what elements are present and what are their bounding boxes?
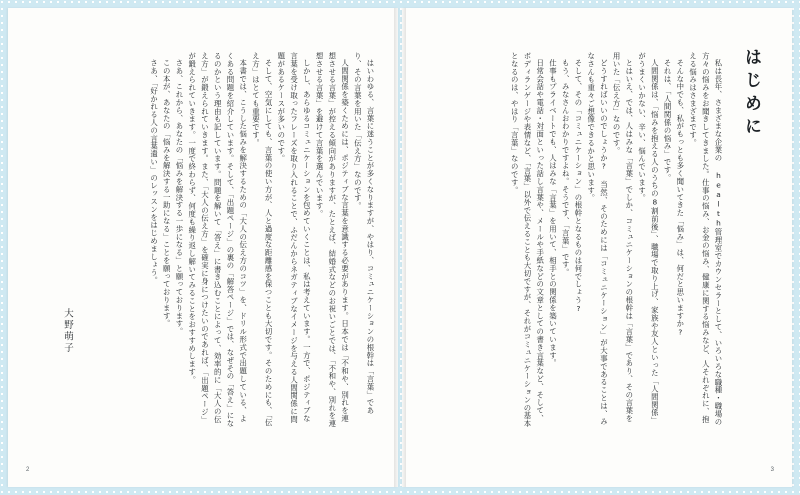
paragraph: そして、空気にしても、言葉の使い方が、人と過度な距離感を保つことも大切です。そのためにも、「伝え方」はとても重要です。 bbox=[251, 52, 274, 427]
paragraph: 仕事もプライベートでも、人はみな「言葉」を用いて、相手との関係を築いています。 bbox=[548, 59, 558, 368]
paragraph: そんな中でも、私がもっとも多く聞いてきた「悩み」は、何だと思いますか? bbox=[675, 59, 685, 338]
paragraph: しかし、あらゆるコミュニケーションを包めていくことは、私は考えています。一方で、ポジティブな言葉を受け取ったフレーズを取り入れることで、ふだんからネガティブなイメージを与える人間関係に問題があるケースが多いのです。 bbox=[276, 52, 312, 424]
paragraph: それは、「人間関係の悩み」です。 bbox=[663, 59, 673, 183]
paragraph: 本書では、こうした悩みを解決するための「大人の伝え方のコツ」を、ドリル形式で出題している、よくある問題を紹介しています。そして、「出題ページ」の裏の「解答ページ」では、なぜその「答え」になるのかという理由も記しています。問題を解いて「答え」に書き込むことによって、効率的に「大人の伝え方」が鍛えられていきます。また、「大人の伝え方」を確実に身につけたいのであれば、「出題ページ」が鍛えられていきます。一度で終わらず、何度も繰り返し解いてみることをおすすめします。 bbox=[187, 52, 248, 428]
paragraph: そして、その「コミュニケーション」の根幹となるものは何でしょう? bbox=[573, 59, 583, 314]
paragraph: さあ、これから、あなたの「悩みを解決する一歩になる」と願っております。 bbox=[174, 59, 184, 336]
page-title: はじめに bbox=[741, 48, 761, 140]
author-signature: 大野萌子 bbox=[62, 308, 73, 354]
left-page-body bbox=[46, 52, 376, 430]
page-number-right: 3 bbox=[770, 467, 774, 473]
right-page-body bbox=[434, 52, 724, 430]
paragraph: 人間関係は、「悩みを抱える人のうちの8割前後」、職場で取り上げ、家族や友人といった「人間関係」がうまくいかない、辛い、悩んでいます。 bbox=[637, 52, 660, 425]
left-page bbox=[8, 8, 398, 487]
paragraph: もう、みなさんおわかりですよね。そうです、「言葉」です。 bbox=[561, 59, 571, 277]
paragraph: この本が、あなたの「悩みを解決する一助になる」ことを願っております。 bbox=[162, 59, 172, 328]
paragraph: 日常会話や電話・対面といった話し言葉や、メールや手紙などの文章としての書き言葉など、そして、ボディランゲージや表情など、「言葉」以外で伝えることも大切ですが、それがコミュニケーションの基本となるのは、やはり「言葉」なのです。 bbox=[510, 52, 545, 428]
paragraph: とはいえ、では、人はみな「言葉」でしか、コミュニケーションの根幹は「言葉」であり、その言葉を用いた「伝え方」なのです。 bbox=[612, 52, 634, 423]
paragraph: どうすればいいのでしょうか? 当然、そのためには「コミュニケーション」が大事であることは、みなさんも重々ご想像できるかと思います。 bbox=[586, 52, 609, 426]
paragraph: 私は長年、さまざまな企業の health管理室でカウンセラーとして、いろいろな職種・職場の方々の悩みをお聞きしてきました。仕事の悩み、お金の悩み、健康に関する悩みなど、人それぞれに、抱える悩みはさまざまです。 bbox=[688, 52, 723, 427]
paragraph: はいわゆる、言葉に迷うことが多くなりますが、やはり、コミュニケーションの根幹は「言葉」であり、その言葉を用いた「伝え方」なのです。 bbox=[353, 52, 375, 415]
paragraph: 人間関係を築くためには、ポジティブな言葉を意識する必要があります。日本では「不和や、別れを連想させる言葉」が控える傾向がありますが、たとえば、結婚式などのお祝いごとでは、「不和や、別れを連想させる言葉」を避けて言葉を選んでいます。 bbox=[315, 52, 350, 428]
page-number-left: 2 bbox=[26, 467, 30, 473]
paragraph: さあ、「好かれる人の言葉遣い」のレッスンをはじめましょう。 bbox=[149, 59, 159, 285]
book-gutter bbox=[394, 8, 406, 487]
right-page bbox=[402, 8, 792, 487]
